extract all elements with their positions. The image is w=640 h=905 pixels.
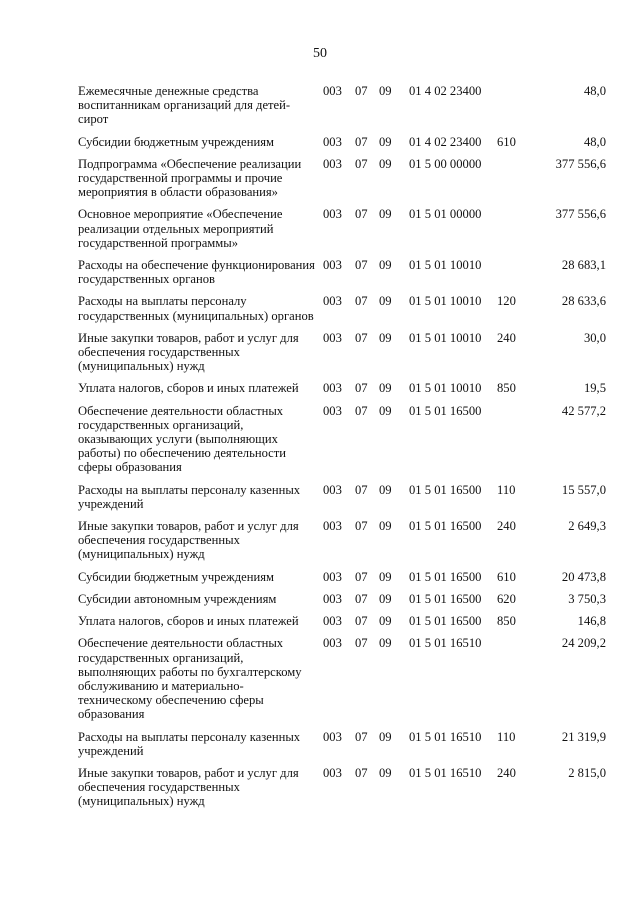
section-code-cell: 07 [355,258,368,273]
subsection-code-cell: 09 [379,381,392,396]
target-article-cell: 01 4 02 23400 [409,84,482,98]
target-article-cell: 01 5 01 00000 [409,207,482,222]
subsection-code-cell: 09 [379,519,392,534]
expense-type-cell: 620 [497,591,516,606]
target-article-cell: 01 5 01 10010 [409,330,482,345]
expense-type-cell [497,84,532,135]
table-row [78,636,606,729]
grbs-code-cell: 003 [323,134,342,149]
amount-cell: 146,8 [577,614,606,629]
target-article-cell: 01 5 01 16500 [409,403,482,418]
subsection-code-cell: 09 [379,569,392,584]
section-code-cell: 07 [355,134,368,149]
amount-cell: 377 556,6 [555,156,606,171]
grbs-code-cell: 003 [323,729,342,744]
grbs-code-cell: 003 [323,294,342,309]
expense-type-cell: 240 [497,519,516,534]
table-row [78,730,606,766]
expense-name-cell: Иные закупки товаров, работ и услуг для обеспечения государственных (муниципальных) нужд [78,330,299,374]
target-article-cell: 01 5 01 16500 [409,569,482,584]
table-row [78,404,606,483]
grbs-code-cell: 003 [323,258,342,273]
target-article-cell: 01 5 01 10010 [409,258,482,273]
target-article-cell: 01 5 00 00000 [409,156,482,171]
section-code-cell: 07 [355,765,368,780]
section-code-cell: 07 [355,482,368,497]
grbs-code-cell: 003 [323,84,342,98]
table-row [78,157,606,208]
subsection-code-cell: 09 [379,591,392,606]
subsection-code-cell: 09 [379,156,392,171]
grbs-code-cell: 003 [323,519,342,534]
expense-type-cell [497,258,532,294]
grbs-code-cell: 003 [323,482,342,497]
subsection-code-cell: 09 [379,636,392,651]
amount-cell: 28 633,6 [561,294,606,309]
table-row [78,84,606,135]
amount-cell: 377 556,6 [555,207,606,222]
section-code-cell: 07 [355,519,368,534]
grbs-code-cell: 003 [323,591,342,606]
section-code-cell: 07 [355,330,368,345]
table-row [78,483,606,519]
subsection-code-cell: 09 [379,614,392,629]
section-code-cell: 07 [355,156,368,171]
table-row [78,592,606,614]
section-code-cell: 07 [355,569,368,584]
table-row [78,766,606,817]
grbs-code-cell: 003 [323,381,342,396]
expense-name-cell: Иные закупки товаров, работ и услуг для обеспечения государственных (муниципальных) нужд [78,519,299,562]
expense-name-cell: Иные закупки товаров, работ и услуг для обеспечения государственных (муниципальных) нужд [78,765,299,809]
expense-type-cell: 610 [497,569,516,584]
expense-name-cell: Основное мероприятие «Обеспечение реализации отдельных мероприятий государственной программы» [78,207,283,250]
target-article-cell: 01 5 01 16500 [409,591,482,606]
target-article-cell: 01 5 01 10010 [409,381,482,396]
amount-cell: 2 815,0 [568,765,606,780]
grbs-code-cell: 003 [323,636,342,651]
expense-name-cell: Ежемесячные денежные средства воспитанникам организаций для детей-сирот [78,84,291,127]
table-row [78,381,606,403]
budget-table-body [78,84,606,817]
subsection-code-cell: 09 [379,765,392,780]
expense-type-cell: 120 [497,294,516,309]
target-article-cell: 01 5 01 16500 [409,614,482,629]
grbs-code-cell: 003 [323,569,342,584]
expense-type-cell: 110 [497,482,516,497]
expense-type-cell: 240 [497,330,516,345]
expense-name-cell: Уплата налогов, сборов и иных платежей [78,614,299,629]
target-article-cell: 01 4 02 23400 [409,134,482,149]
expense-name-cell: Расходы на выплаты персоналу казенных учреждений [78,482,301,511]
expense-type-cell [497,207,532,258]
subsection-code-cell: 09 [379,330,392,345]
expense-name-cell: Уплата налогов, сборов и иных платежей [78,381,299,396]
grbs-code-cell: 003 [323,330,342,345]
amount-cell: 20 473,8 [561,569,606,584]
expense-type-cell: 850 [497,614,516,629]
expense-type-cell [497,404,532,483]
expense-type-cell [497,157,532,208]
amount-cell: 30,0 [583,330,606,345]
amount-cell: 15 557,0 [561,482,606,497]
amount-cell: 3 750,3 [568,591,606,606]
subsection-code-cell: 09 [379,258,392,273]
subsection-code-cell: 09 [379,84,392,98]
page-number: 50 [313,46,327,61]
target-article-cell: 01 5 01 16510 [409,765,482,780]
expense-name-cell: Субсидии автономным учреждениям [78,591,277,606]
section-code-cell: 07 [355,294,368,309]
section-code-cell: 07 [355,84,368,98]
amount-cell: 48,0 [583,134,606,149]
amount-cell: 2 649,3 [568,519,606,534]
subsection-code-cell: 09 [379,403,392,418]
target-article-cell: 01 5 01 16500 [409,519,482,534]
expense-type-cell: 850 [497,381,516,396]
section-code-cell: 07 [355,729,368,744]
expense-name-cell: Обеспечение деятельности областных государственных организаций, выполняющих работы по бухгалтерскому обслуживанию и материально-техническому обеспечению сферы образования [78,636,302,722]
expense-name-cell: Субсидии бюджетным учреждениям [78,569,274,584]
table-row [78,519,606,570]
table-row [78,207,606,258]
target-article-cell: 01 5 01 16500 [409,482,482,497]
table-row [78,294,606,330]
amount-cell: 42 577,2 [561,403,606,418]
expense-type-cell: 240 [497,765,516,780]
grbs-code-cell: 003 [323,156,342,171]
expense-name-cell: Обеспечение деятельности областных государственных организаций, оказывающих услуги (выполняющих работы) по обеспечению деятельности сферы образования [78,403,287,475]
expense-name-cell: Расходы на обеспечение функционирования государственных органов [78,258,315,287]
amount-cell: 24 209,2 [561,636,606,651]
section-code-cell: 07 [355,207,368,222]
amount-cell: 21 319,9 [561,729,606,744]
subsection-code-cell: 09 [379,482,392,497]
expense-name-cell: Подпрограмма «Обеспечение реализации государственной программы и прочие мероприятия в области образования» [78,156,302,200]
table-row [78,135,606,157]
target-article-cell: 01 5 01 10010 [409,294,482,309]
grbs-code-cell: 003 [323,614,342,629]
section-code-cell: 07 [355,403,368,418]
grbs-code-cell: 003 [323,207,342,222]
expense-name-cell: Расходы на выплаты персоналу казенных учреждений [78,729,301,758]
section-code-cell: 07 [355,614,368,629]
expense-type-cell [497,636,532,729]
amount-cell: 28 683,1 [561,258,606,273]
target-article-cell: 01 5 01 16510 [409,636,482,651]
subsection-code-cell: 09 [379,729,392,744]
table-row [78,614,606,636]
section-code-cell: 07 [355,636,368,651]
expense-name-cell: Субсидии бюджетным учреждениям [78,134,274,149]
table-row [78,570,606,592]
target-article-cell: 01 5 01 16510 [409,729,482,744]
table-row [78,258,606,294]
section-code-cell: 07 [355,381,368,396]
amount-cell: 19,5 [583,381,606,396]
expense-type-cell: 610 [497,134,516,149]
budget-table [78,84,606,817]
subsection-code-cell: 09 [379,294,392,309]
section-code-cell: 07 [355,591,368,606]
table-row [78,331,606,382]
grbs-code-cell: 003 [323,765,342,780]
expense-name-cell: Расходы на выплаты персоналу государственных (муниципальных) органов [78,294,314,323]
amount-cell: 48,0 [583,84,606,98]
grbs-code-cell: 003 [323,403,342,418]
subsection-code-cell: 09 [379,134,392,149]
expense-type-cell: 110 [497,729,516,744]
subsection-code-cell: 09 [379,207,392,222]
